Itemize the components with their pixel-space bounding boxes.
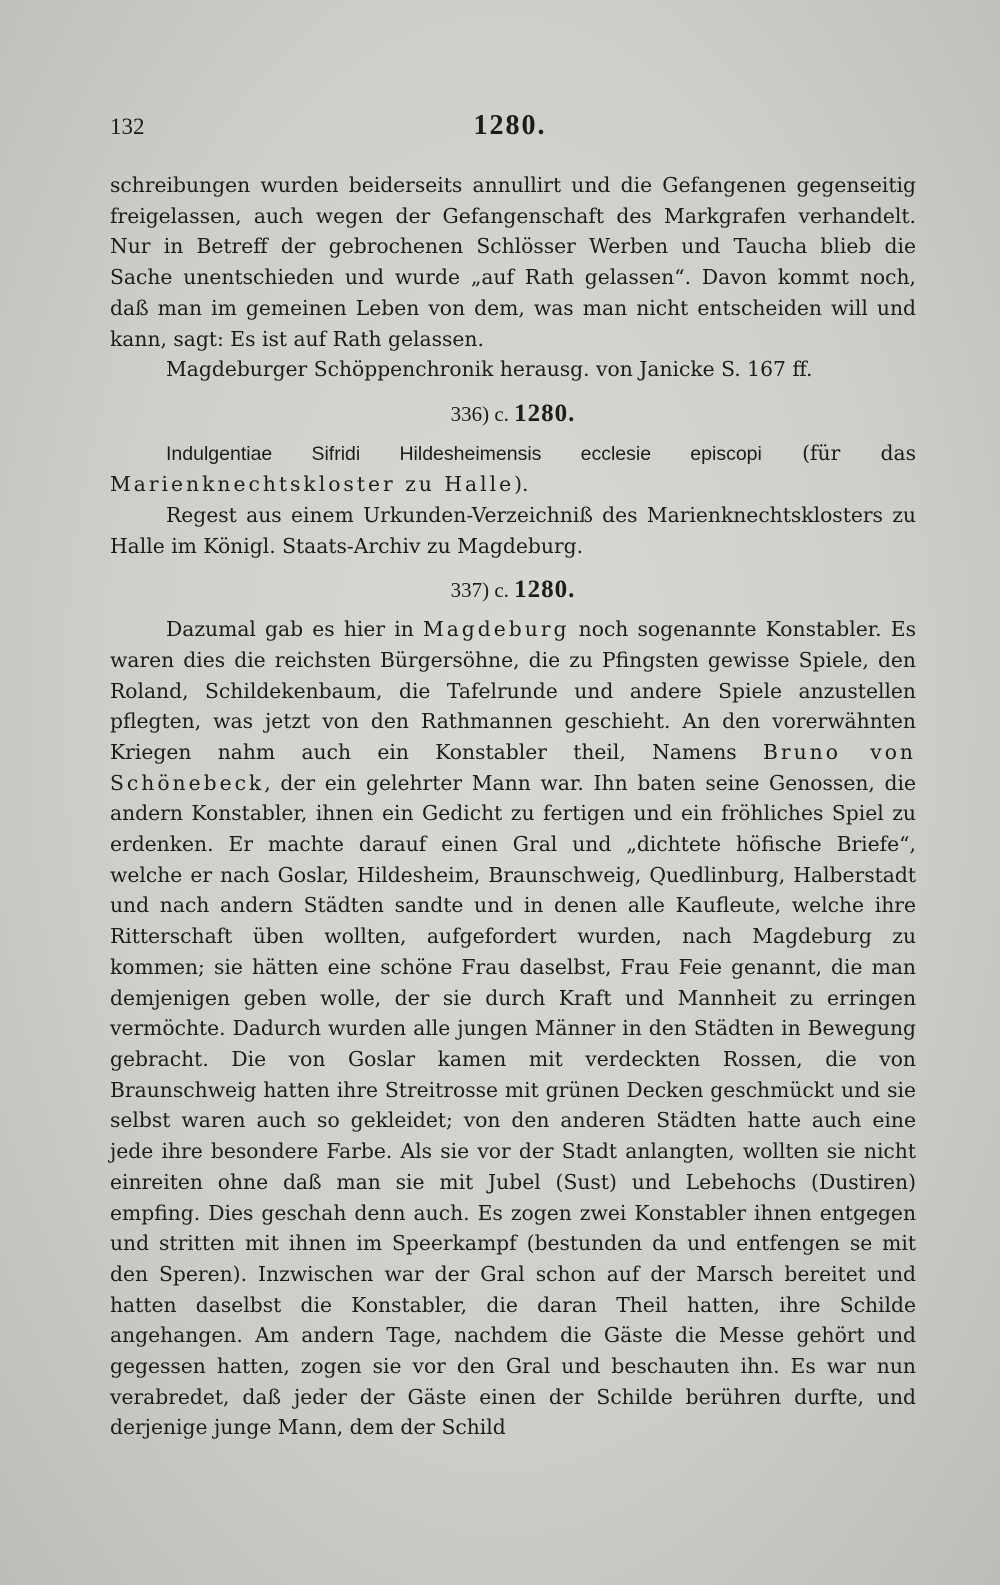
text-segment: noch sogenannte Konstabler. Es waren dies die reichsten Bürgersöhne, die zu Pfingsten gewisse Spiele, den Roland, Schildekenbaum, die Tafelrunde und andere Spiele anzustellen pflegten, was jetzt von den Rathmannen geschieht. An den vorerwähnten Kriegen nahm auch ein Konstabler theil, Namens bbox=[110, 617, 916, 764]
entry-title bbox=[110, 438, 916, 500]
entry-year: 1280. bbox=[514, 399, 576, 427]
entry-heading bbox=[110, 399, 916, 430]
text-segment: Dazumal gab es hier in bbox=[166, 617, 414, 642]
entry-year: 1280. bbox=[514, 576, 576, 604]
text-segment: , der ein gelehrter Mann war. Ihn baten seine Genossen, die andern Konstabler, ihnen ein Gedicht zu fertigen und ein fröhliches Spiel zu erdenken. Er machte darauf einen Gral und „dichtete höfische Briefe“, welche er nach Goslar, Hildesheim, Braunschweig, Quedlinburg, Halberstadt und nach andern Städten sandte und in denen alle Kaufleute, welche ihre Ritterschaft üben wollten, aufgefordert wurden, nach Magdeburg zu kommen; sie hätten eine schöne Frau daselbst, Frau Feie genannt, die man demjenigen geben wolle, der sie durch Kraft und Mannheit zu erringen vermöchte. Dadurch wurden alle jungen Männer in den Städten in Bewegung gebracht. Die von Goslar kamen mit verdeckten Rossen, die von Braunschweig hatten ihre Streitrosse mit grünen Decken geschmückt und sie selbst waren auch so gekleidet; von den anderen Städten hatte auch eine jede ihre besondere Farbe. Als sie vor der Stadt anlangten, wollten sie nicht einreiten ohne daß man sie mit Jubel (Sust) und Lebehochs (Dustiren) empfing. Dies geschah denn auch. Es zogen zwei Konstabler ihnen entgegen und stritten mit ihnen im Speerkampf (bestunden da und entfengen se mit den Speren). Inzwischen war der Gral schon auf der Marsch bereitet und hatten daselbst die Konstabler, die daran Theil hatten, ihre Schilde angehangen. Am andern Tage, nachdem die Gäste die Messe gehört und gegessen hatten, zogen sie vor den Gral und beschauten ihn. Es war nun verabredet, daß jeder der Gäste einen der Schilde berühren durfte, und derjenige junge Mann, dem der Schild bbox=[110, 770, 916, 1440]
regest-note: Regest aus einem Urkunden-Verzeichniß des Marienknechtsklosters zu Halle im Königl. Staats-Archiv zu Magdeburg. bbox=[110, 503, 916, 558]
entry-number: 336) c. bbox=[450, 401, 509, 426]
body-text bbox=[110, 170, 916, 1443]
entry-title-end: ). bbox=[514, 472, 529, 497]
latin-title: Indulgentiae Sifridi Hildesheimensis ecclesie episcopi bbox=[166, 442, 762, 465]
paragraph: schreibungen wurden beiderseits annullirt und die Gefangenen gegenseitig freigelassen, auch wegen der Gefangenschaft des Markgrafen verhandelt. Nur in Betreff der gebrochenen Schlösser Werben und Taucha blieb die Sache unentschieden und wurde „auf Rath gelassen“. Davon kommt noch, daß man im gemeinen Leben von dem, was man nicht entscheiden will und kann, sagt: Es ist auf Rath gelassen. bbox=[110, 173, 916, 351]
monastery-name: Marienknechtskloster zu Halle bbox=[110, 472, 515, 497]
entry-number: 337) c. bbox=[450, 578, 509, 603]
page-header bbox=[110, 110, 910, 150]
entry-title-german: (für das bbox=[802, 440, 916, 465]
citation: Magdeburger Schöppenchronik herausg. von Janicke S. 167 ff. bbox=[166, 357, 813, 382]
entry-heading bbox=[110, 575, 916, 606]
running-title: 1280. bbox=[473, 110, 547, 141]
paragraph bbox=[110, 614, 916, 1443]
page-number: 132 bbox=[110, 114, 145, 139]
place-name: Magdeburg bbox=[422, 617, 570, 642]
person-name: Bruno von Schönebeck bbox=[110, 739, 916, 795]
